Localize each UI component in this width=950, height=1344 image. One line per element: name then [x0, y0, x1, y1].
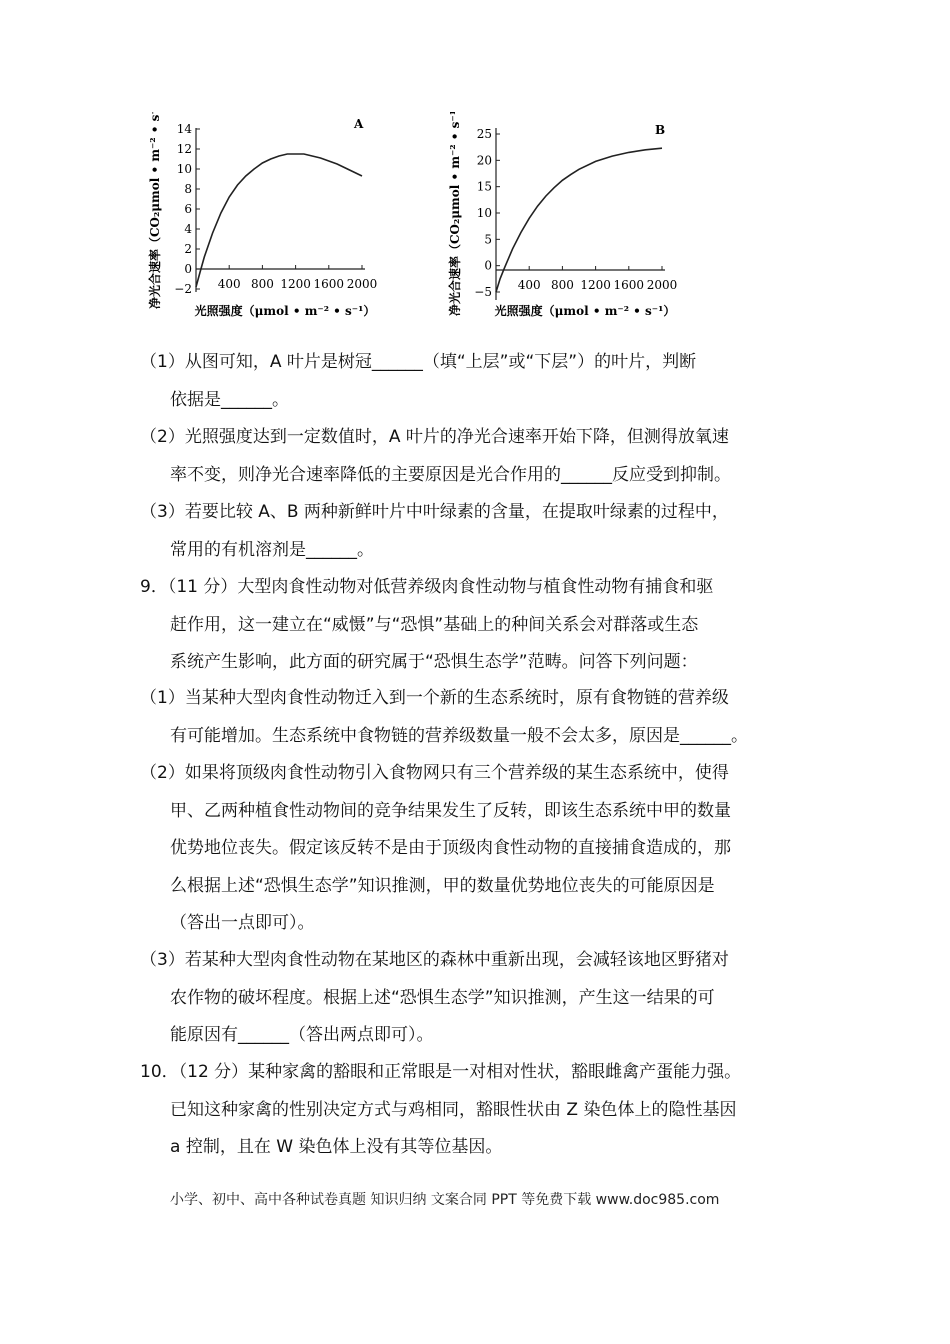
question-8-part-3 — [140, 494, 830, 569]
text-line: 么根据上述“恐惧生态学”知识推测，甲的数量优势地位丧失的可能原因是 — [170, 875, 715, 896]
text-line: （2）光照强度达到一定数值时，A 叶片的净光合速率开始下降，但测得放氧速 — [140, 427, 729, 447]
x-tick-label: 400 — [217, 277, 241, 291]
y-tick-label: 20 — [476, 153, 492, 168]
chart-a — [140, 112, 380, 327]
chart-a-panel-label: A — [354, 117, 364, 131]
chart-b-y-label: 净光合速率（CO₂μmol • m⁻² • s⁻¹） — [448, 112, 462, 316]
text-line: 赶作用，这一建立在“威慑”与“恐惧”基础上的种间关系会对群落或生态 — [170, 614, 699, 635]
y-tick-label: −5 — [474, 285, 492, 299]
question-10-stem — [140, 1054, 830, 1167]
y-tick-label: −2 — [174, 282, 192, 296]
y-tick-label: 2 — [184, 242, 192, 256]
x-tick-label: 2000 — [646, 278, 678, 292]
chart-b-x-label: 光照强度（μmol • m⁻² • s⁻¹） — [494, 304, 676, 318]
x-tick-label: 1600 — [613, 278, 645, 292]
page-footer: 小学、初中、高中各种试卷真题 知识归纳 文案合同 PPT 等免费下载 www.doc985.com — [170, 1192, 720, 1208]
y-tick-label: 14 — [176, 122, 192, 136]
chart-b-svg — [440, 112, 690, 327]
y-tick-label: 10 — [476, 206, 492, 220]
text-line: 已知这种家禽的性别决定方式与鸡相同，豁眼性状由 Z 染色体上的隐性基因 — [170, 1099, 737, 1120]
text-line: 率不变，则净光合速率降低的主要原因是光合作用的______反应受到抑制。 — [170, 464, 731, 485]
y-tick-label: 6 — [184, 202, 192, 216]
x-tick-label: 2000 — [346, 277, 378, 291]
y-tick-label: 8 — [184, 182, 192, 196]
chart-b-panel-label: B — [655, 123, 666, 137]
text-line: （答出一点即可）。 — [170, 913, 315, 933]
chart-a-axes — [196, 128, 365, 292]
text-line: 依据是______。 — [170, 389, 289, 410]
x-tick-label: 800 — [250, 277, 274, 291]
y-tick-label: 10 — [176, 162, 192, 176]
y-tick-label: 0 — [484, 258, 492, 273]
question-9-part-3 — [140, 942, 830, 1055]
x-tick-label: 1200 — [280, 277, 311, 291]
text-line: 有可能增加。生态系统中食物链的营养级数量一般不会太多，原因是______。 — [170, 725, 748, 746]
text-line: 甲、乙两种植食性动物间的竞争结果发生了反转，即该生态系统中甲的数量 — [170, 800, 731, 821]
chart-b-axes — [496, 128, 665, 300]
y-tick-label: 5 — [484, 232, 492, 247]
chart-a-y-label: 净光合速率（CO₂μmol • m⁻² • s⁻¹） — [148, 112, 162, 309]
y-tick-label: 0 — [184, 262, 192, 276]
x-tick-label: 800 — [550, 278, 574, 292]
text-line: （1）从图可知，A 叶片是树冠______（填“上层”或“下层”）的叶片，判断 — [140, 352, 697, 372]
question-9-stem — [140, 569, 830, 682]
question-9-part-2 — [140, 755, 830, 943]
y-tick-label: 25 — [476, 127, 492, 141]
x-tick-label: 1600 — [313, 277, 345, 291]
text-line: 系统产生影响，此方面的研究属于“恐惧生态学”范畴。问答下列问题： — [170, 652, 698, 672]
text-line: 9．（11 分）大型肉食性动物对低营养级肉食性动物与植食性动物有捕食和驱 — [140, 577, 714, 597]
y-tick-label: 4 — [184, 222, 192, 236]
text-line: （3）若要比较 A、B 两种新鲜叶片中叶绿素的含量，在提取叶绿素的过程中， — [140, 502, 729, 522]
text-line: 优势地位丧失。假定该反转不是由于顶级肉食性动物的直接捕食造成的，那 — [170, 838, 731, 858]
text-line: a 控制，且在 W 染色体上没有其等位基因。 — [170, 1137, 503, 1157]
x-tick-label: 1200 — [580, 278, 611, 292]
text-line: 10．（12 分）某种家禽的豁眼和正常眼是一对相对性状，豁眼雌禽产蛋能力强。 — [140, 1062, 742, 1082]
text-line: （1）当某种大型肉食性动物迁入到一个新的生态系统时，原有食物链的营养级 — [140, 688, 729, 708]
chart-b — [440, 112, 690, 327]
y-tick-label: 12 — [176, 142, 192, 156]
text-line: 农作物的破坏程度。根据上述“恐惧生态学”知识推测，产生这一结果的可 — [170, 987, 715, 1008]
y-tick-label: 15 — [476, 179, 492, 194]
text-line: 常用的有机溶剂是______。 — [170, 539, 374, 560]
chart-a-series-line — [196, 154, 362, 287]
chart-a-x-label: 光照强度（μmol • m⁻² • s⁻¹） — [194, 304, 376, 318]
question-9-part-1 — [140, 680, 830, 755]
chart-a-svg — [140, 112, 380, 327]
text-line: （3）若某种大型肉食性动物在某地区的森林中重新出现，会减轻该地区野猪对 — [140, 950, 729, 970]
question-8-part-2 — [140, 419, 830, 494]
text-line: 能原因有______（答出两点即可）。 — [170, 1025, 434, 1045]
x-tick-label: 400 — [517, 278, 541, 292]
question-8-part-1 — [140, 344, 830, 419]
text-line: （2）如果将顶级肉食性动物引入食物网只有三个营养级的某生态系统中，使得 — [140, 763, 729, 783]
